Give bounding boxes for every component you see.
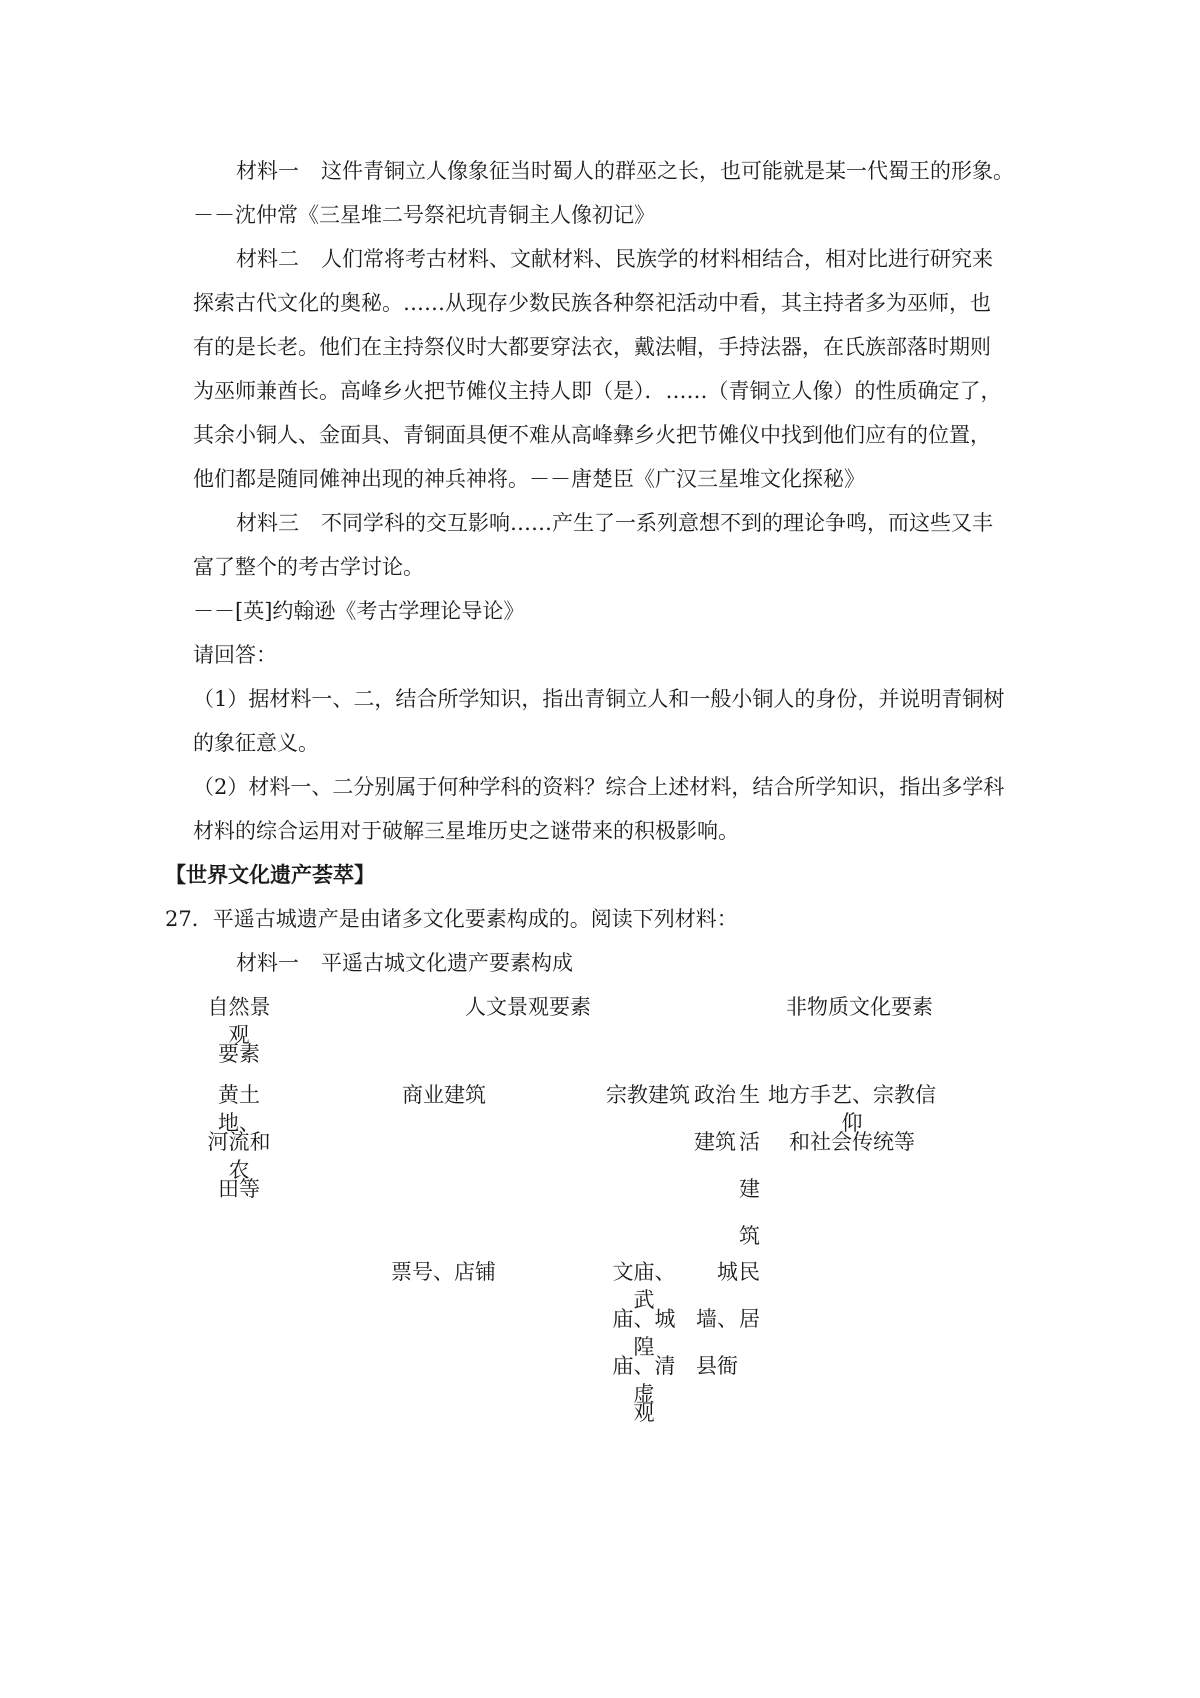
table-cell-intangible-line: 地方手艺、宗教信仰 bbox=[768, 1083, 936, 1135]
table-header-natural bbox=[198, 993, 280, 1087]
material-3-line-2: 富了整个的考古学讨论。 bbox=[193, 555, 424, 579]
table-cell-natural-line: 河流和农 bbox=[207, 1130, 271, 1182]
table-header-living-char: 筑 bbox=[739, 1224, 760, 1248]
table-cell-intangible-line: 和社会传统等 bbox=[789, 1130, 915, 1154]
material-1-source: －－沈仲常《三星堆二号祭祀坑青铜主人像初记》 bbox=[193, 203, 655, 227]
table-cell-living-char: 民 bbox=[739, 1260, 760, 1284]
table-cell-natural-line: 黄土地、 bbox=[218, 1083, 260, 1135]
table-header-natural-line: 自然景观 bbox=[207, 995, 271, 1047]
material-2-line-5: 其余小铜人、金面具、青铜面具便不难从高峰彝乡火把节傩仪中找到他们应有的位置， bbox=[193, 423, 991, 447]
material-2-line-2: 探索古代文化的奥秘。……从现存少数民族各种祭祀活动中看，其主持者多为巫师，也 bbox=[193, 291, 991, 315]
question-2-line-1: （2）材料一、二分别属于何种学科的资料？综合上述材料，结合所学知识，指出多学科 bbox=[193, 775, 1005, 799]
table-cell-religious-line: 庙、城隍 bbox=[612, 1307, 676, 1359]
material-3-text-1: 不同学科的交互影响……产生了一系列意想不到的理论争鸣，而这些又丰 bbox=[321, 511, 993, 535]
table-cell-religious-line: 庙、清虚 bbox=[612, 1354, 676, 1406]
material-3-source: －－[英]约翰逊《考古学理论导论》 bbox=[193, 599, 525, 623]
table-cell-natural-line: 田等 bbox=[218, 1177, 260, 1201]
material-2-text-1: 人们常将考古材料、文献材料、民族学的材料相结合，相对比进行研究来 bbox=[321, 247, 993, 271]
table-header-religious: 宗教建筑 bbox=[606, 1083, 690, 1107]
table-header-human: 人文景观要素 bbox=[465, 995, 591, 1019]
material-2-line-4: 为巫师兼酋长。高峰乡火把节傩仪主持人即（是）．……（青铜立人像）的性质确定了， bbox=[193, 379, 1002, 403]
material-1-label: 材料一 bbox=[236, 159, 299, 183]
table-cell-political-line: 城 bbox=[717, 1260, 738, 1284]
section-header: 【世界文化遗产荟萃】 bbox=[165, 862, 375, 887]
table-header-natural-line: 要素 bbox=[218, 1042, 260, 1066]
table-cell-political-line: 县衙 bbox=[696, 1354, 738, 1378]
question-27-stem: 27．平遥古城遗产是由诸多文化要素构成的。阅读下列材料： bbox=[165, 907, 738, 931]
table-cell-living-char: 居 bbox=[739, 1307, 760, 1331]
table-header-political-line: 政治 bbox=[694, 1083, 736, 1107]
table-header-political bbox=[694, 1081, 738, 1175]
table-cell-living-items bbox=[739, 1258, 761, 1352]
table-cell-intangible-items bbox=[764, 1081, 940, 1175]
table-header-living bbox=[739, 1081, 761, 1269]
table-cell-religious-line: 文庙、武 bbox=[612, 1260, 676, 1312]
material-1-line bbox=[236, 157, 1014, 185]
table-header-living-char: 建 bbox=[739, 1177, 760, 1201]
material-2-label: 材料二 bbox=[236, 247, 299, 271]
material-3-line-1 bbox=[236, 509, 993, 537]
answer-prompt: 请回答： bbox=[193, 643, 277, 667]
material-2-line-3: 有的是长老。他们在主持祭仪时大都要穿法衣，戴法帽，手持法器，在氏族部落时期则 bbox=[193, 335, 991, 359]
material-2-line-6: 他们都是随同傩神出现的神兵神将。－－唐楚臣《广汉三星堆文化探秘》 bbox=[193, 467, 865, 491]
question-27-material-label: 材料一 bbox=[236, 951, 299, 975]
table-cell-political-items bbox=[694, 1258, 738, 1399]
table-header-living-char: 活 bbox=[739, 1130, 760, 1154]
table-cell-religious-items bbox=[604, 1258, 684, 1446]
question-27-material-title: 平遥古城文化遗产要素构成 bbox=[321, 951, 573, 975]
question-1-line-1: （1）据材料一、二，结合所学知识，指出青铜立人和一般小铜人的身份，并说明青铜树 bbox=[193, 687, 1005, 711]
material-2-line-1 bbox=[236, 245, 993, 273]
material-3-label: 材料三 bbox=[236, 511, 299, 535]
table-cell-political-line: 墙、 bbox=[696, 1307, 738, 1331]
question-27-material-line bbox=[236, 949, 573, 977]
table-header-political-line: 建筑 bbox=[694, 1130, 736, 1154]
table-cell-commercial-items: 票号、店铺 bbox=[391, 1260, 496, 1284]
table-cell-natural-items bbox=[198, 1081, 280, 1222]
question-1-line-2: 的象征意义。 bbox=[193, 731, 319, 755]
table-cell-religious-line: 观 bbox=[633, 1401, 655, 1425]
table-header-commercial: 商业建筑 bbox=[402, 1083, 486, 1107]
table-header-living-char: 生 bbox=[739, 1083, 760, 1107]
question-2-line-2: 材料的综合运用对于破解三星堆历史之谜带来的积极影响。 bbox=[193, 819, 739, 843]
material-1-text: 这件青铜立人像象征当时蜀人的群巫之长，也可能就是某一代蜀王的形象。 bbox=[321, 159, 1014, 183]
table-header-intangible: 非物质文化要素 bbox=[786, 995, 933, 1019]
